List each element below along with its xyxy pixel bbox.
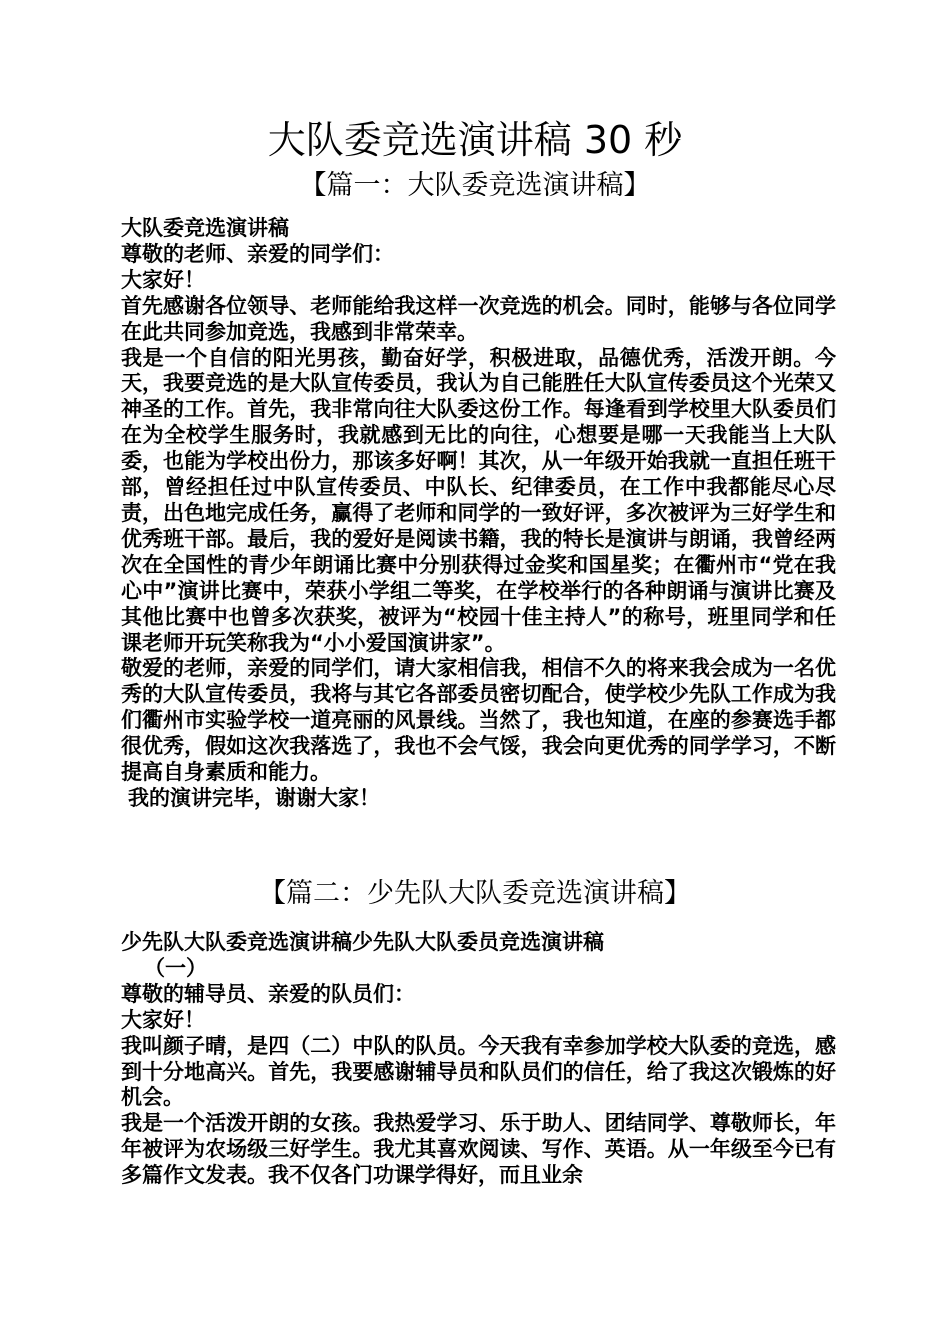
- document-title: 大队委竞选演讲稿 30 秒: [267, 118, 683, 162]
- section-body-1: [116, 216, 836, 812]
- paragraph: 大队委竞选演讲稿: [121, 216, 289, 240]
- section-body-2: [116, 930, 836, 1189]
- paragraph: 敬爱的老师，亲爱的同学们，请大家相信我，相信不久的将来我会成为一名优秀的大队宣传委员，我将与其它各部委员密切配合，使学校少先队工作成为我们衢州市实验学校一道亮丽的风景线。当然了，我也知道，在座的参赛选手都很优秀，假如这次我落选了，我也不会气馁，我会向更优秀的同学学习，不断提高自身素质和能力。: [121, 656, 836, 785]
- paragraph: 我的演讲完毕，谢谢大家！: [128, 785, 380, 810]
- paragraph: 我是一个活泼开朗的女孩。我热爱学习、乐于助人、团结同学、尊敬师长，年年被评为农场级三好学生。我尤其喜欢阅读、写作、英语。从一年级至今已有多篇作文发表。我不仅各门功课学得好，而且业余: [121, 1111, 836, 1188]
- paragraph: 首先感谢各位领导、老师能给我这样一次竞选的机会。同时，能够与各位同学在此共同参加竞选，我感到非常荣幸。: [121, 293, 836, 344]
- paragraph: （一）: [144, 955, 207, 980]
- paragraph: 少先队大队委竞选演讲稿少先队大队委员竞选演讲稿: [121, 930, 604, 954]
- section-heading-2: 【篇二：少先队大队委竞选演讲稿】: [259, 878, 691, 909]
- paragraph: 大家好！: [121, 267, 205, 292]
- paragraph: 尊敬的老师、亲爱的同学们：: [121, 241, 394, 266]
- paragraph: 我是一个自信的阳光男孩，勤奋好学，积极进取，品德优秀，活泼开朗。今天，我要竞选的是大队宣传委员，我认为自己能胜任大队宣传委员这个光荣又神圣的工作。首先，我非常向往大队委这份工作。每逢看到学校里大队委员们在为全校学生服务时，我就感到无比的向往，心想要是哪一天我能当上大队委，也能为学校出份力，那该多好啊！其次，从一年级开始我就一直担任班干部，曾经担任过中队宣传委员、中队长、纪律委员，在工作中我都能尽心尽责，出色地完成任务，赢得了老师和同学的一致好评，多次被评为三好学生和优秀班干部。最后，我的爱好是阅读书籍，我的特长是演讲与朗诵，我曾经两次在全国性的青少年朗诵比赛中分别获得过金奖和国星奖；在衢州市“党在我心中”演讲比赛中，荣获小学组二等奖，在学校举行的各种朗诵与演讲比赛及其他比赛中也曾多次获奖，被评为“校园十佳主持人”的称号，班里同学和任课老师开玩笑称我为“小小爱国演讲家”。: [121, 345, 836, 655]
- section-heading-1: 【篇一：大队委竞选演讲稿】: [299, 170, 651, 201]
- paragraph: 尊敬的辅导员、亲爱的队员们：: [121, 981, 415, 1006]
- paragraph: 大家好！: [121, 1007, 205, 1032]
- paragraph: 我叫颜子晴，是四（二）中队的队员。今天我有幸参加学校大队委的竞选，感到十分地高兴。首先，我要感谢辅导员和队员们的信任，给了我这次锻炼的好机会。: [121, 1033, 836, 1110]
